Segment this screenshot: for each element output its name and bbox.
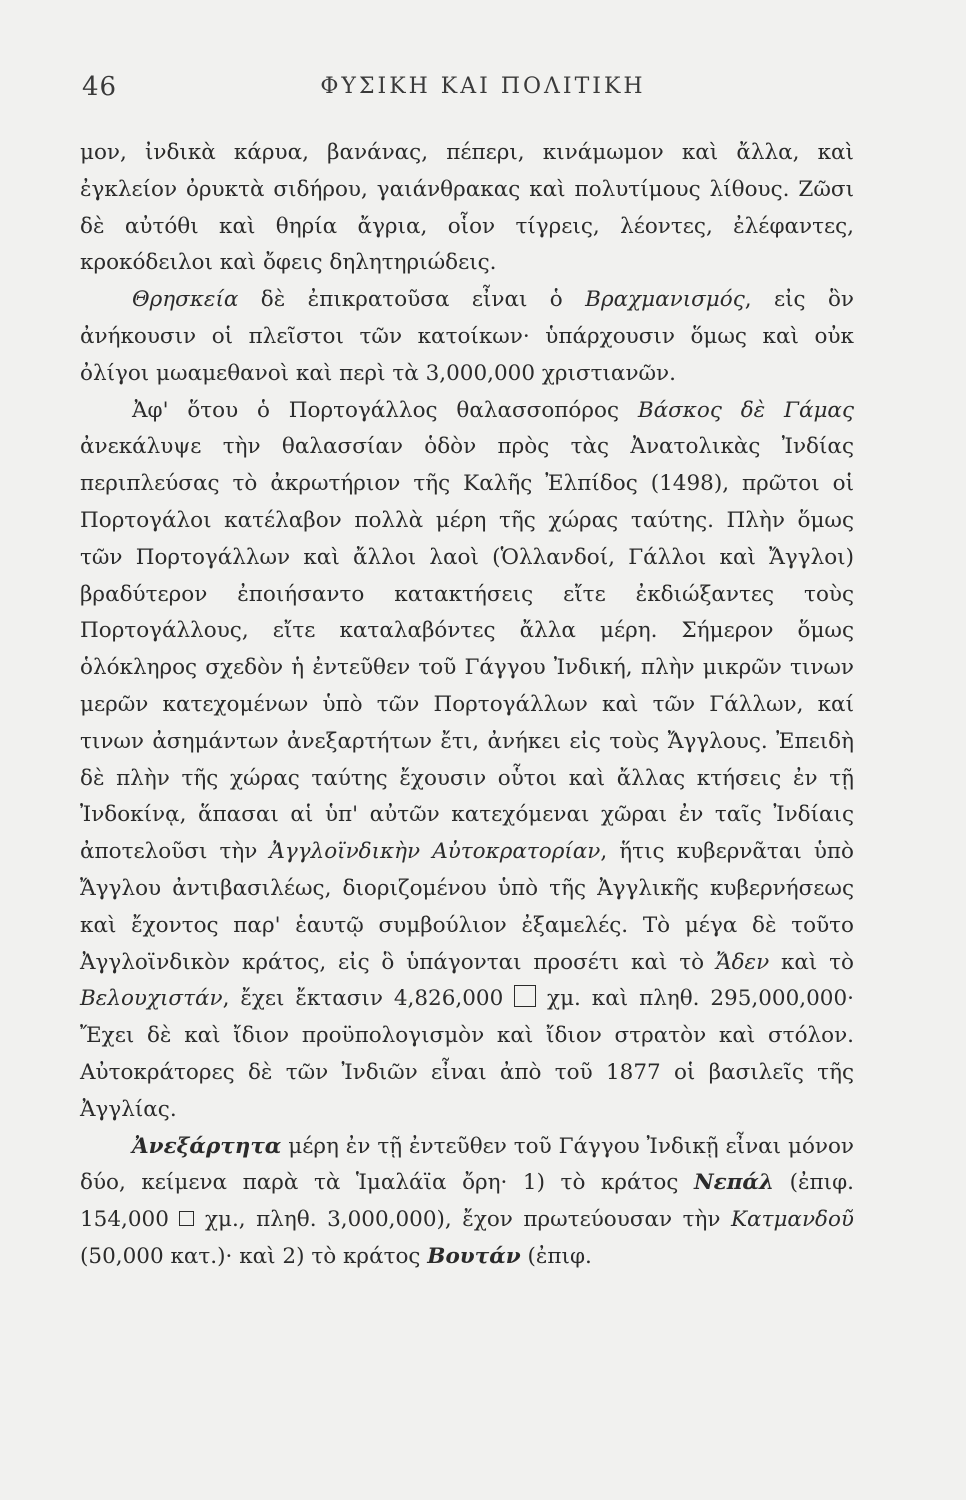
text-run: δὲ ἐπικρατοῦσα εἶναι ὁ (238, 287, 586, 313)
text-run: Ἀφ' ὅτου ὁ Πορτογάλλος θαλασσοπόρος (132, 397, 638, 423)
square-unit-icon (179, 1211, 194, 1226)
term-independent: Ἀνεξάρτητα (132, 1133, 282, 1159)
text-run: χμ., πληθ. 3,000,000), ἔχον πρωτεύουσαν τὴν (194, 1207, 731, 1233)
text-run: ἀνεκάλυψε τὴν θαλασσίαν ὁδὸν πρὸς τὰς Ἀνατολικὰς Ἰνδίας περιπλεύσας τὸ ἀκρωτήριον τῆς Καλῆς Ἐλπίδος (1498), πρῶτοι οἱ Πορτογάλοι κατέλαβον πολλὰ μέρη τῆς χώρας ταύτης. Πλὴν ὅμως τῶν Πορτογάλλων καὶ ἄλλοι λαοὶ (Ὁλλανδοί, Γάλλοι καὶ Ἄγγλοι) βραδύτερον ἐποιήσαντο κατακτήσεις εἴτε ἐκδιώξαντες τοὺς Πορτογάλλους, εἴτε καταλαβόντες ἄλλα μέρη. Σήμερον ὅμως ὁλόκληρος σχεδὸν ἡ ἐντεῦθεν τοῦ Γάγγου Ἰνδική, πλὴν μικρῶν τινων μερῶν κατεχομένων ὑπὸ τῶν Πορτογάλλων καὶ τῶν Γάλλων, καί τινων ἀσημάντων ἀνεξαρτήτων ἔτι, ἀνήκει εἰς τοὺς Ἄγγλους. Ἐπειδὴ δὲ πλὴν τῆς χώρας ταύτης ἔχουσιν οὗτοι καὶ ἄλλας κτήσεις ἐν τῇ Ἰνδοκίνᾳ, ἅπασαι αἱ ὑπ' αὐτῶν κατεχόμεναι χῶραι ἐν ταῖς Ἰνδίαις ἀποτελοῦσι τὴν (80, 434, 854, 865)
square-unit-icon (514, 985, 536, 1007)
place-kathmandu: Κατμανδοῦ (730, 1207, 854, 1233)
text-run: (50,000 κατ.)· καὶ 2) τὸ κράτος (80, 1243, 428, 1269)
text-run: , ἔχει ἔκτασιν 4,826,000 (222, 986, 515, 1012)
term-anglo-indian-empire: Ἀγγλοϊνδικὴν Αὐτοκρατορίαν (269, 839, 601, 865)
running-title: ΦΥΣΙΚΗ ΚΑΙ ΠΟΛΙΤΙΚΗ (320, 74, 646, 99)
text-run: (ἐπιφ. 154,000 (80, 1170, 854, 1233)
term-religion: Θρησκεία (132, 287, 239, 313)
text-run: , εἰς ὃν ἀνήκουσιν οἱ πλεῖστοι τῶν κατοίκων· ὑπάρχουσιν ὅμως καὶ οὐκ ὀλίγοι μωαμεθανοὶ καὶ περὶ τὰ 3,000,000 χριστιανῶν. (80, 287, 854, 386)
term-brahmanism: Βραχμανισμός (585, 287, 745, 313)
place-aden: Ἄδεν (715, 949, 770, 975)
text-run: καὶ τὸ (769, 949, 854, 975)
paragraph-history (80, 393, 854, 1129)
place-nepal: Νεπάλ (693, 1170, 775, 1196)
place-baluchistan: Βελουχιστάν (80, 986, 223, 1012)
place-bhutan: Βουτάν (427, 1243, 521, 1269)
name-vasco-da-gama: Βάσκος δὲ Γάμας (637, 397, 854, 423)
text-run: μέρη ἐν τῇ ἐντεῦθεν τοῦ Γάγγου Ἰνδικῇ εἶναι μόνον δύο, κείμενα παρὰ τὰ Ἱμαλάϊα ὄρη· 1) τὸ κράτος (80, 1133, 854, 1196)
text-run: (ἐπιφ. (520, 1243, 592, 1269)
paragraph-religion (80, 282, 854, 392)
text-run: , ἥτις κυβερνᾶται ὑπὸ Ἄγγλου ἀντιβασιλέως, διοριζομένου ὑπὸ τῆς Ἀγγλικῆς κυβερνήσεως καὶ ἔχοντος παρ' ἑαυτῷ συμβούλιον ἐξαμελές. Τὸ μέγα δὲ τοῦτο Ἀγγλοϊνδικὸν κράτος, εἰς ὃ ὑπάγονται προσέτι καὶ τὸ (80, 839, 855, 975)
paragraph-independent (80, 1129, 854, 1276)
page-body (80, 135, 854, 1276)
page-number: 46 (82, 72, 118, 102)
paragraph-fauna: μον, ἰνδικὰ κάρυα, βανάνας, πέπερι, κινάμωμον καὶ ἄλλα, καὶ ἐγκλείον ὀρυκτὰ σιδήρου, γαιάνθρακας καὶ πολυτίμους λίθους. Ζῶσι δὲ αὐτόθι καὶ θηρία ἄγρια, οἷον τίγρεις, λέοντες, ἐλέφαντες, κροκόδειλοι καὶ ὄφεις δηλητηριώδεις. (80, 140, 854, 276)
text-run: χμ. καὶ πληθ. 295,000,000· Ἔχει δὲ καὶ ἴδιον προϋπολογισμὸν καὶ ἴδιον στρατὸν καὶ στόλον. Αὐτοκράτορες δὲ τῶν Ἰνδιῶν εἶναι ἀπὸ τοῦ 1877 οἱ βασιλεῖς τῆς Ἀγγλίας. (80, 986, 854, 1122)
